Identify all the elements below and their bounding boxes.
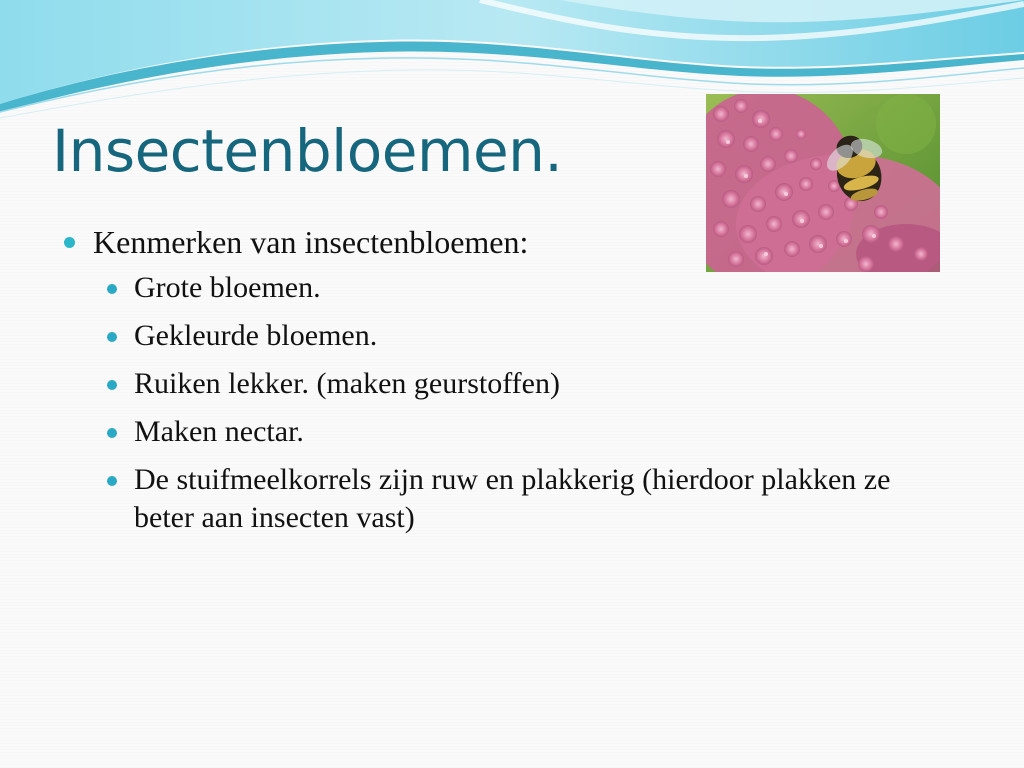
sub-bullet-item — [105, 317, 944, 355]
sub-bullet-item — [105, 365, 944, 403]
sub-bullet-item — [105, 413, 944, 451]
sub-bullet-item — [105, 269, 944, 307]
bullet-dot-icon — [107, 428, 117, 438]
bullet-list — [64, 222, 944, 547]
sub-bullet-text: Gekleurde bloemen. — [134, 319, 378, 352]
bullet-dot-icon — [107, 332, 117, 342]
sub-bullet-text: De stuifmeelkorrels zijn ruw en plakkerig (hierdoor plakken ze beter aan insecten vast) — [134, 463, 891, 534]
bullet-dot-icon — [64, 237, 75, 248]
sub-bullet-text: Grote bloemen. — [134, 271, 321, 304]
bullet-dot-icon — [107, 380, 117, 390]
bullet-dot-icon — [107, 284, 117, 294]
bullet-dot-icon — [107, 476, 117, 486]
slide-title: Insectenbloemen. — [52, 117, 563, 185]
main-bullet-text: Kenmerken van insectenbloemen: — [93, 224, 529, 260]
sub-bullet-item — [105, 461, 944, 537]
main-bullet-item — [64, 222, 944, 262]
sub-bullet-text: Maken nectar. — [134, 415, 304, 448]
sub-bullet-text: Ruiken lekker. (maken geurstoffen) — [134, 367, 560, 400]
